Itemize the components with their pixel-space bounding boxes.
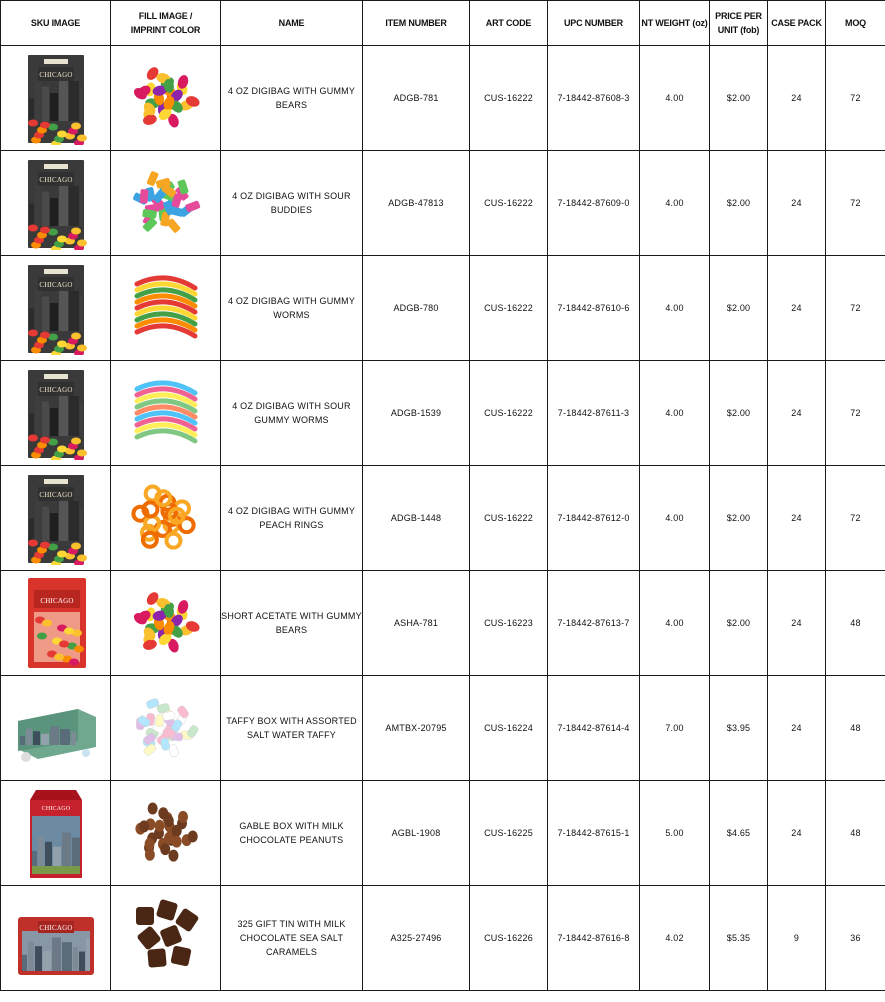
sku-image [1, 256, 111, 361]
price-per-unit: $2.00 [710, 571, 768, 676]
product-name: 4 OZ DIGIBAG WITH SOUR GUMMY WORMS [221, 361, 363, 466]
product-name: 4 OZ DIGIBAG WITH GUMMY BEARS [221, 46, 363, 151]
svg-text:CHICAGO: CHICAGO [38, 71, 73, 79]
price-per-unit: $2.00 [710, 46, 768, 151]
table-row [1, 466, 885, 571]
upc-number: 7-18442-87611-3 [548, 361, 640, 466]
upc-number: 7-18442-87615-1 [548, 781, 640, 886]
svg-text:CHICAGO: CHICAGO [38, 924, 73, 932]
product-name: TAFFY BOX WITH ASSORTED SALT WATER TAFFY [221, 676, 363, 781]
table-row [1, 46, 885, 151]
product-name: 325 GIFT TIN WITH MILK CHOCOLATE SEA SALT CARAMELS [221, 886, 363, 991]
fill-image [111, 781, 221, 886]
price-per-unit: $2.00 [710, 151, 768, 256]
net-weight: 7.00 [640, 676, 710, 781]
sku-image [1, 781, 111, 886]
sku-image [1, 676, 111, 781]
upc-number: 7-18442-87613-7 [548, 571, 640, 676]
item-number: AGBL-1908 [363, 781, 470, 886]
svg-text:CHICAGO: CHICAGO [38, 386, 73, 394]
table-row [1, 781, 885, 886]
fill-image [111, 151, 221, 256]
svg-text:CHICAGO: CHICAGO [39, 597, 74, 605]
net-weight: 4.00 [640, 151, 710, 256]
fill-image [111, 361, 221, 466]
moq: 48 [826, 571, 885, 676]
table-row [1, 256, 885, 361]
moq: 72 [826, 361, 885, 466]
col-header-sku-image: SKU IMAGE [1, 1, 111, 46]
svg-text:CHICAGO: CHICAGO [38, 491, 73, 499]
net-weight: 5.00 [640, 781, 710, 886]
upc-number: 7-18442-87616-8 [548, 886, 640, 991]
moq: 48 [826, 781, 885, 886]
item-number: ADGB-1448 [363, 466, 470, 571]
product-name: 4 OZ DIGIBAG WITH SOUR BUDDIES [221, 151, 363, 256]
net-weight: 4.00 [640, 46, 710, 151]
upc-number: 7-18442-87608-3 [548, 46, 640, 151]
upc-number: 7-18442-87609-0 [548, 151, 640, 256]
svg-text:CHICAGO: CHICAGO [38, 176, 73, 184]
moq: 72 [826, 46, 885, 151]
item-number: ADGB-780 [363, 256, 470, 361]
net-weight: 4.00 [640, 256, 710, 361]
moq: 36 [826, 886, 885, 991]
moq: 72 [826, 151, 885, 256]
moq: 48 [826, 676, 885, 781]
net-weight: 4.00 [640, 571, 710, 676]
item-number: AMTBX-20795 [363, 676, 470, 781]
moq: 72 [826, 256, 885, 361]
col-header-upc-number: UPC NUMBER [548, 1, 640, 46]
sku-image [1, 466, 111, 571]
art-code: CUS-16222 [470, 256, 548, 361]
case-pack: 9 [768, 886, 826, 991]
art-code: CUS-16224 [470, 676, 548, 781]
fill-image [111, 886, 221, 991]
case-pack: 24 [768, 781, 826, 886]
art-code: CUS-16225 [470, 781, 548, 886]
item-number: A325-27496 [363, 886, 470, 991]
upc-number: 7-18442-87610-6 [548, 256, 640, 361]
case-pack: 24 [768, 151, 826, 256]
table-row [1, 676, 885, 781]
product-name: SHORT ACETATE WITH GUMMY BEARS [221, 571, 363, 676]
item-number: ASHA-781 [363, 571, 470, 676]
header-row [1, 1, 885, 46]
upc-number: 7-18442-87614-4 [548, 676, 640, 781]
col-header-price: PRICE PER UNIT (fob) [710, 1, 768, 46]
case-pack: 24 [768, 466, 826, 571]
fill-image [111, 466, 221, 571]
col-header-art-code: ART CODE [470, 1, 548, 46]
net-weight: 4.02 [640, 886, 710, 991]
table-row [1, 361, 885, 466]
fill-image [111, 571, 221, 676]
price-per-unit: $4.65 [710, 781, 768, 886]
art-code: CUS-16222 [470, 466, 548, 571]
art-code: CUS-16222 [470, 46, 548, 151]
svg-text:CHICAGO: CHICAGO [41, 806, 70, 812]
art-code: CUS-16222 [470, 361, 548, 466]
case-pack: 24 [768, 571, 826, 676]
art-code: CUS-16226 [470, 886, 548, 991]
sku-image [1, 886, 111, 991]
product-name: GABLE BOX WITH MILK CHOCOLATE PEANUTS [221, 781, 363, 886]
col-header-name: NAME [221, 1, 363, 46]
case-pack: 24 [768, 46, 826, 151]
table-row [1, 886, 885, 991]
sku-image [1, 571, 111, 676]
price-per-unit: $2.00 [710, 256, 768, 361]
product-name: 4 OZ DIGIBAG WITH GUMMY WORMS [221, 256, 363, 361]
col-header-case-pack: CASE PACK [768, 1, 826, 46]
price-per-unit: $2.00 [710, 466, 768, 571]
price-per-unit: $2.00 [710, 361, 768, 466]
col-header-item-number: ITEM NUMBER [363, 1, 470, 46]
case-pack: 24 [768, 256, 826, 361]
net-weight: 4.00 [640, 466, 710, 571]
item-number: ADGB-781 [363, 46, 470, 151]
case-pack: 24 [768, 676, 826, 781]
fill-image [111, 256, 221, 361]
table-row [1, 571, 885, 676]
sku-image [1, 151, 111, 256]
table-row [1, 151, 885, 256]
case-pack: 24 [768, 361, 826, 466]
table-body [1, 46, 885, 991]
art-code: CUS-16222 [470, 151, 548, 256]
product-name: 4 OZ DIGIBAG WITH GUMMY PEACH RINGS [221, 466, 363, 571]
art-code: CUS-16223 [470, 571, 548, 676]
col-header-net-weight: NT WEIGHT (oz) [640, 1, 710, 46]
fill-image [111, 676, 221, 781]
sku-image [1, 46, 111, 151]
moq: 72 [826, 466, 885, 571]
item-number: ADGB-47813 [363, 151, 470, 256]
fill-image [111, 46, 221, 151]
col-header-moq: MOQ [826, 1, 885, 46]
price-per-unit: $5.35 [710, 886, 768, 991]
net-weight: 4.00 [640, 361, 710, 466]
sku-image [1, 361, 111, 466]
upc-number: 7-18442-87612-0 [548, 466, 640, 571]
price-per-unit: $3.95 [710, 676, 768, 781]
svg-text:CHICAGO: CHICAGO [38, 281, 73, 289]
col-header-fill-image: FILL IMAGE / IMPRINT COLOR [111, 1, 221, 46]
item-number: ADGB-1539 [363, 361, 470, 466]
